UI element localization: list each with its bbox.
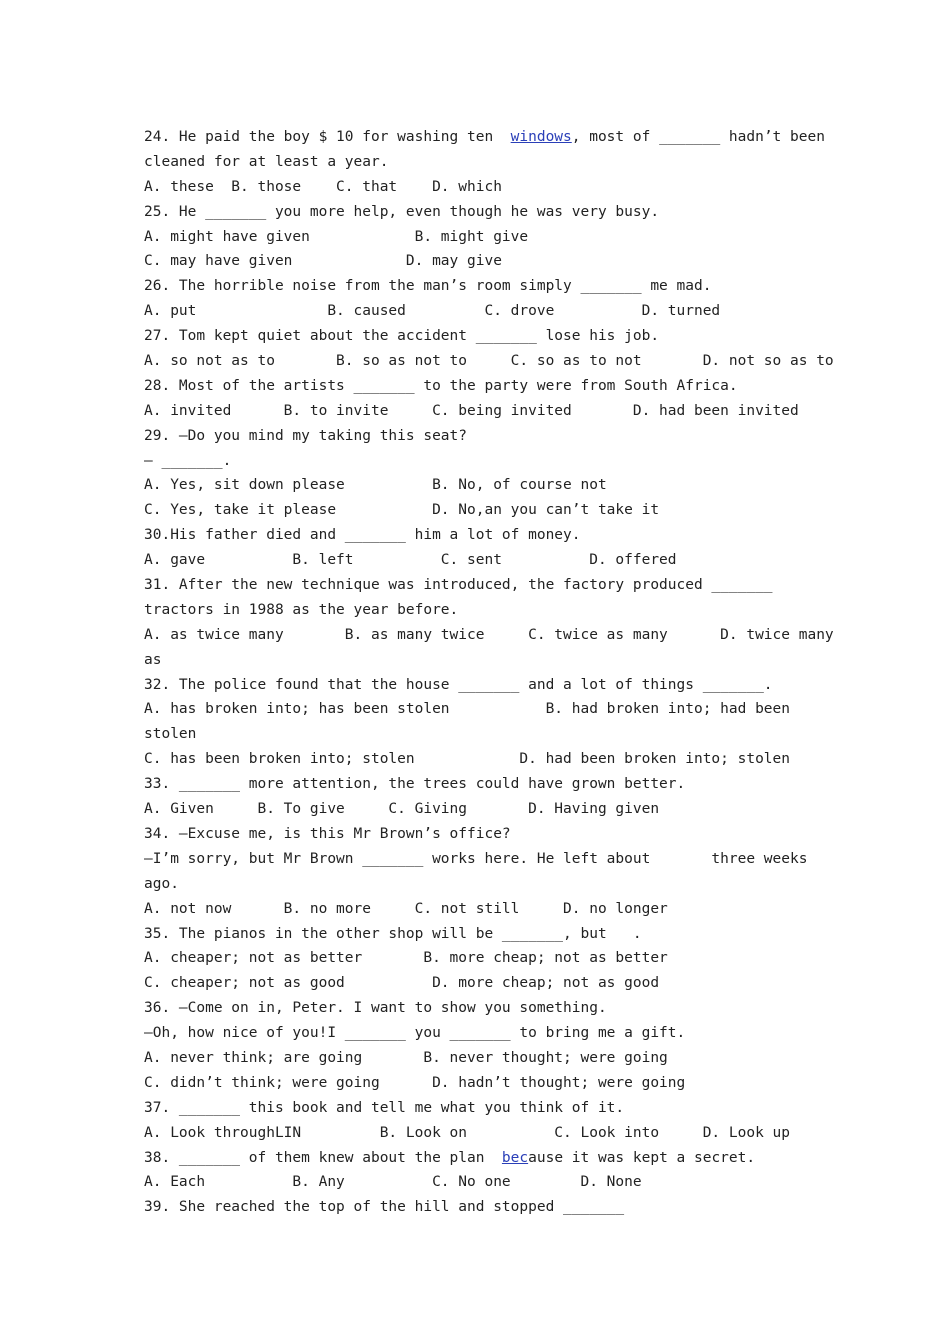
line-text: 27. Tom kept quiet about the accident _______ lose his job. — [144, 328, 660, 345]
text-line — [144, 1096, 814, 1121]
text-line — [144, 573, 814, 598]
text-line — [144, 299, 814, 324]
line-text-continued: , most of _______ hadn’t been — [571, 129, 825, 145]
text-line — [144, 971, 814, 996]
text-line — [144, 498, 814, 523]
line-text: A. Each B. Any C. No one D. None — [144, 1174, 642, 1191]
line-text: 35. The pianos in the other shop will be _______, but . — [144, 925, 642, 942]
text-line — [144, 673, 814, 698]
text-line — [144, 349, 834, 374]
question-list — [144, 125, 834, 1220]
text-line — [144, 797, 814, 822]
line-text: 29. —Do you mind my taking this seat? — [144, 427, 468, 444]
text-line — [144, 374, 814, 399]
text-line — [144, 324, 814, 349]
line-text: 30.His father died and _______ him a lot of money. — [144, 527, 581, 544]
line-text: 39. She reached the top of the hill and stopped _______ — [144, 1199, 625, 1216]
line-text: A. cheaper; not as better B. more cheap; not as better — [144, 950, 668, 967]
line-text: A. Look throughLIN B. Look on C. Look into D. Look up — [144, 1124, 791, 1141]
text-line — [144, 473, 814, 498]
hyperlink[interactable]: windows — [510, 129, 572, 145]
line-text: A. never think; are going B. never thought; were going — [144, 1049, 668, 1066]
line-text: 25. He _______ you more help, even though he was very busy. — [144, 203, 660, 220]
line-text: C. has been broken into; stolen D. had been broken into; stolen — [144, 751, 791, 768]
text-line — [144, 399, 814, 424]
text-line — [144, 872, 814, 897]
text-line — [144, 449, 814, 474]
line-text: C. didn’t think; were going D. hadn’t thought; were going — [144, 1074, 686, 1091]
text-line — [144, 697, 814, 722]
text-line — [144, 1071, 814, 1096]
line-text: as — [144, 651, 162, 668]
line-text: A. not now B. no more C. not still D. no longer — [144, 900, 668, 917]
hyperlink[interactable]: bec — [501, 1149, 529, 1166]
line-text: tractors in 1988 as the year before. — [144, 601, 459, 618]
line-text: 37. _______ this book and tell me what you think of it. — [144, 1099, 625, 1116]
line-text: C. Yes, take it please D. No,an you can’t take it — [144, 502, 660, 519]
line-text: A. gave B. left C. sent D. offered — [144, 552, 677, 569]
text-line — [144, 1195, 814, 1220]
line-text: 28. Most of the artists _______ to the party were from South Africa. — [144, 377, 738, 394]
text-line — [144, 1021, 814, 1046]
text-line — [144, 772, 814, 797]
text-line — [144, 424, 814, 449]
line-text: 32. The police found that the house _______ and a lot of things _______. — [144, 676, 773, 693]
text-line — [144, 150, 814, 175]
text-line — [144, 175, 814, 200]
line-text: cleaned for at least a year. — [144, 153, 389, 170]
text-line — [144, 623, 834, 648]
line-text: A. these B. those C. that D. which — [144, 178, 502, 195]
text-line — [144, 922, 814, 947]
line-text: A. Given B. To give C. Giving D. Having given — [144, 801, 660, 818]
line-text: A. so not as to B. so as not to C. so as to not D. not so as to — [144, 353, 834, 370]
line-text: A. as twice many B. as many twice C. twice as many D. twice many — [144, 626, 834, 643]
text-line — [144, 946, 814, 971]
line-text: A. has broken into; has been stolen B. had broken into; had been — [144, 701, 791, 718]
text-line — [144, 1121, 814, 1146]
text-line — [144, 274, 814, 299]
line-text: A. invited B. to invite C. being invited D. had been invited — [144, 402, 799, 419]
text-line — [144, 897, 814, 922]
line-text: —I’m sorry, but Mr Brown _______ works here. He left about three weeks — [144, 850, 808, 867]
text-line — [144, 996, 814, 1021]
line-text: C. cheaper; not as good D. more cheap; not as good — [144, 975, 660, 992]
text-line — [144, 598, 814, 623]
text-line — [144, 1046, 814, 1071]
line-text: ago. — [144, 875, 179, 892]
line-text: 34. —Excuse me, is this Mr Brown’s office? — [144, 825, 511, 842]
text-line — [144, 722, 814, 747]
text-line — [144, 523, 814, 548]
line-text: 24. He paid the boy $ 10 for washing ten — [144, 129, 511, 145]
text-line — [144, 648, 814, 673]
text-line — [144, 1146, 814, 1171]
text-line — [144, 249, 814, 274]
line-text: 38. _______ of them knew about the plan — [144, 1149, 502, 1166]
line-text: 26. The horrible noise from the man’s room simply _______ me mad. — [144, 278, 712, 295]
text-line — [144, 125, 825, 150]
text-line — [144, 200, 814, 225]
text-line — [144, 1170, 814, 1195]
line-text: A. Yes, sit down please B. No, of course not — [144, 477, 607, 494]
line-text: stolen — [144, 726, 197, 743]
line-text: A. might have given B. might give — [144, 228, 529, 245]
line-text: —Oh, how nice of you!I _______ you _______ to bring me a gift. — [144, 1025, 686, 1042]
line-text: A. put B. caused C. drove D. turned — [144, 303, 721, 320]
line-text: — _______. — [144, 452, 232, 469]
line-text: 31. After the new technique was introduced, the factory produced _______ — [144, 577, 773, 594]
line-text: C. may have given D. may give — [144, 253, 502, 270]
line-text-continued: ause it was kept a secret. — [528, 1149, 756, 1166]
line-text: 36. —Come on in, Peter. I want to show you something. — [144, 1000, 607, 1017]
text-line — [144, 822, 814, 847]
text-line — [144, 747, 814, 772]
text-line — [144, 225, 814, 250]
text-line — [144, 548, 814, 573]
text-line — [144, 847, 814, 872]
line-text: 33. _______ more attention, the trees could have grown better. — [144, 776, 686, 793]
